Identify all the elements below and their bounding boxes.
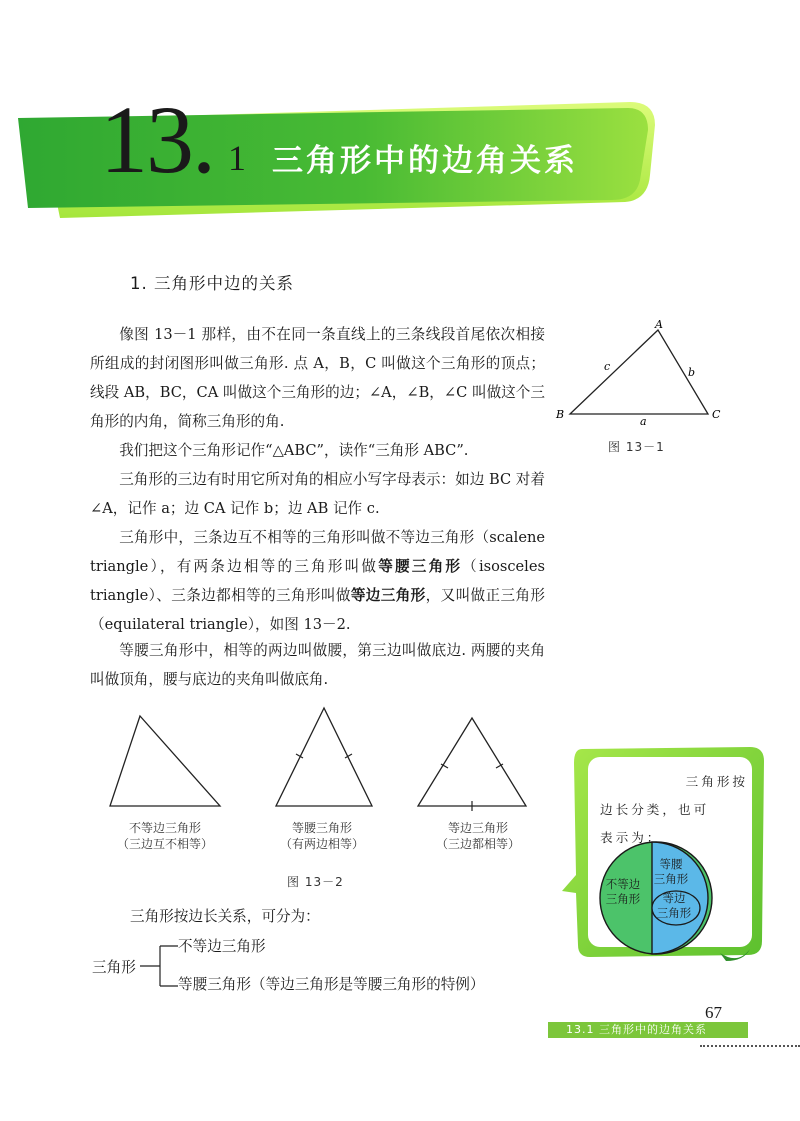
paragraph-triangle-types: 三角形中，三条边互不相等的三角形叫做不等边三角形（scalene triangle），有两条边相等的三角形叫做等腰三角形（isosceles triangle）、三条边都相等的三角形叫做等边三角形，又叫做正三角形（equilateral triangle），如图 13－2. (90, 529, 545, 633)
footer-dotted-rule (700, 1045, 800, 1049)
vertex-c-label: C (712, 408, 721, 421)
page-number: 67 (705, 1003, 722, 1022)
side-a-label: a (640, 415, 647, 428)
term-isosceles: 等腰三角形 (378, 558, 463, 575)
section-number: 1 (228, 138, 246, 178)
classification-item-scalene: 不等边三角形 (178, 938, 266, 955)
venn-label-isosceles: 等腰 三角形 (653, 857, 689, 886)
venn-label-scalene: 不等边 三角形 (605, 877, 641, 906)
side-c-label: c (604, 360, 611, 373)
isosceles-triangle (276, 708, 372, 806)
classification-bracket (140, 940, 180, 996)
equilateral-label: 等边三角形 （三边都相等） (435, 821, 520, 851)
classification-item-isosceles: 等腰三角形（等边三角形是等腰三角形的特例） (178, 976, 485, 993)
paragraph-side-letters: 三角形的三边有时用它所对角的相应小写字母表示：如边 BC 对着∠A，记作 a；边 CA 记作 b；边 AB 记作 c. (90, 471, 545, 517)
paragraph-definition: 像图 13－1 那样，由不在同一条直线上的三条线段首尾依次相接所组成的封闭图形叫做三角形. 点 A，B，C 叫做这个三角形的顶点；线段 AB，BC，CA 叫做这个三角形的边；∠A，∠B，∠C 叫做这个三角形的内角，简称三角形的角. (90, 326, 545, 430)
vertex-a-label: A (655, 318, 663, 331)
venn-label-equilateral: 等边 三角形 (656, 891, 692, 920)
side-note-text: 三角形按 边长分类，也可 表示为： (600, 774, 748, 845)
side-b-label: b (688, 366, 696, 379)
chapter-number: 13. (100, 86, 214, 193)
chapter-title: 三角形中的边角关系 (272, 143, 578, 179)
paragraph-isosceles-parts: 等腰三角形中，相等的两边叫做腰，第三边叫做底边. 两腰的夹角叫做顶角，腰与底边的夹角叫做底角. (90, 642, 545, 688)
term-equilateral: 等边三角形 (350, 587, 426, 604)
scalene-label: 不等边三角形 （三边互不相等） (116, 821, 213, 851)
isosceles-label: 等腰三角形 （有两边相等） (279, 821, 364, 851)
figure-13-2-caption: 图 13－2 (287, 875, 344, 889)
classification-root: 三角形 (92, 959, 136, 976)
scalene-triangle (110, 716, 220, 806)
figure-13-1-caption: 图 13－1 (608, 440, 665, 454)
paragraph-notation: 我们把这个三角形记作“△ABC”，读作“三角形 ABC”. (119, 442, 469, 459)
equilateral-triangle (418, 718, 526, 806)
figure-13-1-triangle (552, 318, 732, 428)
footer-running-title: 13.1 三角形中的边角关系 (566, 1023, 707, 1036)
figure-13-2-triangles (100, 702, 540, 818)
vertex-b-label: B (556, 408, 565, 421)
classification-intro: 三角形按边长关系，可分为： (130, 908, 320, 925)
section-heading: 1. 三角形中边的关系 (130, 274, 294, 293)
